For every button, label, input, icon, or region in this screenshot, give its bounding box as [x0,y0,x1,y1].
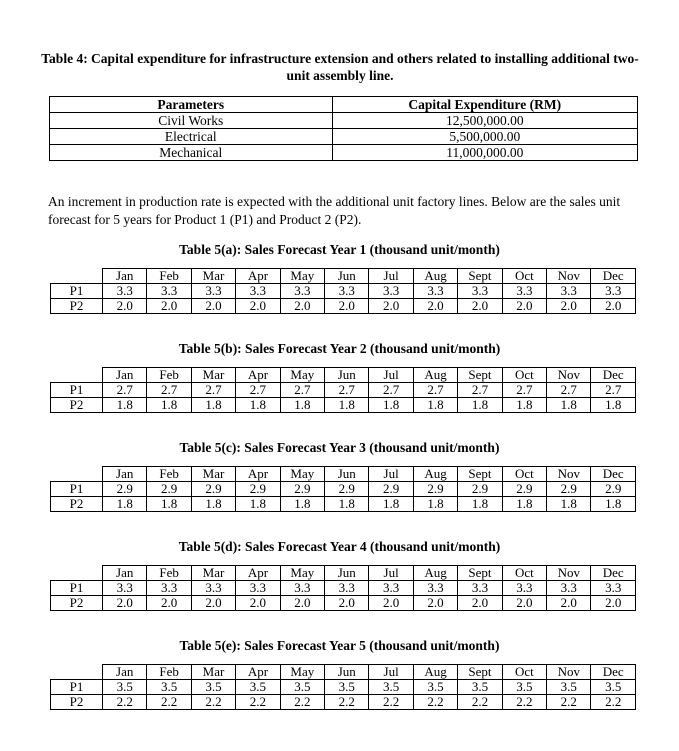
month-header-cell: Oct [502,269,546,284]
forecast-value-cell: 2.7 [369,383,413,398]
month-header-cell: Jun [325,467,369,482]
month-header-cell: Jul [369,269,413,284]
capex-value-cell: 11,000,000.00 [332,145,637,161]
capex-header-expenditure: Capital Expenditure (RM) [332,97,637,113]
month-header-cell: Nov [547,665,591,680]
forecast-table [50,664,636,710]
forecast-value-cell: 2.0 [191,299,235,314]
forecast-value-cell: 3.5 [191,680,235,695]
month-header-cell: May [280,467,324,482]
forecast-value-cell: 2.0 [147,299,191,314]
forecast-value-cell: 3.3 [191,581,235,596]
forecast-value-cell: 2.7 [325,383,369,398]
product-label-cell: P1 [51,482,103,497]
forecast-value-cell: 2.0 [591,596,636,611]
forecast-value-cell: 3.3 [147,581,191,596]
month-header-cell: Jun [325,665,369,680]
forecast-value-cell: 2.2 [147,695,191,710]
forecast-value-cell: 2.7 [191,383,235,398]
forecast-value-cell: 2.0 [325,596,369,611]
forecast-value-cell: 2.0 [369,596,413,611]
month-header-cell: Feb [147,665,191,680]
forecast-caption: Table 5(b): Sales Forecast Year 2 (thousand unit/month) [178,341,501,356]
forecast-value-cell: 3.3 [280,581,324,596]
forecast-value-cell: 2.2 [591,695,636,710]
month-header-cell: Mar [191,566,235,581]
month-header-cell: Sept [458,665,502,680]
month-header-cell: Nov [547,566,591,581]
forecast-value-cell: 2.7 [103,383,147,398]
forecast-value-cell: 1.8 [591,497,636,512]
forecast-value-cell: 3.3 [547,581,591,596]
forecast-caption: Table 5(d): Sales Forecast Year 4 (thousand unit/month) [178,539,501,554]
forecast-value-cell: 2.7 [147,383,191,398]
month-header-cell: Jul [369,368,413,383]
month-header-cell: Aug [413,467,457,482]
forecast-value-cell: 3.5 [236,680,280,695]
forecast-value-cell: 2.0 [413,299,457,314]
forecast-value-cell: 2.9 [236,482,280,497]
forecast-value-cell: 2.0 [280,299,324,314]
capex-row [50,145,638,161]
forecast-value-cell: 3.3 [502,284,546,299]
product-label-cell: P1 [51,284,103,299]
forecast-value-cell: 2.2 [325,695,369,710]
month-header-cell: May [280,269,324,284]
forecast-value-cell: 2.2 [547,695,591,710]
month-header-cell: Dec [591,467,636,482]
forecast-value-cell: 2.0 [103,299,147,314]
forecast-value-cell: 2.0 [547,596,591,611]
forecast-row [51,383,636,398]
month-header-cell: Jul [369,467,413,482]
forecast-header-row [51,269,636,284]
forecast-value-cell: 2.0 [413,596,457,611]
forecast-value-cell: 3.3 [191,284,235,299]
month-header-cell: Dec [591,665,636,680]
forecast-value-cell: 3.3 [369,581,413,596]
month-header-cell: Jan [103,665,147,680]
month-header-cell: Aug [413,566,457,581]
forecast-value-cell: 2.2 [413,695,457,710]
product-label-cell: P2 [51,299,103,314]
forecast-value-cell: 2.0 [280,596,324,611]
forecast-value-cell: 3.3 [413,284,457,299]
forecast-value-cell: 3.5 [458,680,502,695]
product-label-cell: P1 [51,383,103,398]
forecast-value-cell: 2.2 [280,695,324,710]
forecast-value-cell: 3.3 [547,284,591,299]
month-header-cell: Apr [236,665,280,680]
forecast-value-cell: 3.5 [547,680,591,695]
forecast-value-cell: 3.5 [280,680,324,695]
forecast-row [51,497,636,512]
forecast-value-cell: 3.5 [413,680,457,695]
forecast-value-cell: 2.0 [591,299,636,314]
month-header-cell: Sept [458,566,502,581]
month-header-cell: Mar [191,467,235,482]
forecast-value-cell: 2.2 [369,695,413,710]
forecast-value-cell: 3.3 [369,284,413,299]
forecast-value-cell: 2.9 [325,482,369,497]
month-header-cell: Apr [236,368,280,383]
forecast-value-cell: 3.5 [103,680,147,695]
capex-header-parameters: Parameters [50,97,333,113]
forecast-value-cell: 1.8 [591,398,636,413]
month-header-cell: Jan [103,368,147,383]
forecast-value-cell: 3.3 [502,581,546,596]
capex-value-cell: 12,500,000.00 [332,113,637,129]
forecast-corner-cell [51,665,103,680]
product-label-cell: P1 [51,581,103,596]
month-header-cell: Jul [369,665,413,680]
capex-table [49,96,638,161]
month-header-cell: Sept [458,269,502,284]
month-header-cell: Jul [369,566,413,581]
forecast-caption: Table 5(e): Sales Forecast Year 5 (thousand unit/month) [179,638,500,653]
forecast-value-cell: 3.5 [502,680,546,695]
product-label-cell: P2 [51,596,103,611]
forecast-value-cell: 2.9 [147,482,191,497]
product-label-cell: P2 [51,497,103,512]
forecast-value-cell: 3.5 [591,680,636,695]
forecast-header-row [51,368,636,383]
forecast-value-cell: 1.8 [147,497,191,512]
forecast-value-cell: 2.0 [236,299,280,314]
forecast-value-cell: 2.9 [191,482,235,497]
forecast-value-cell: 2.0 [458,596,502,611]
forecast-value-cell: 1.8 [280,398,324,413]
month-header-cell: Apr [236,269,280,284]
forecast-value-cell: 1.8 [191,497,235,512]
month-header-cell: Mar [191,269,235,284]
month-header-cell: Aug [413,368,457,383]
forecast-value-cell: 2.9 [369,482,413,497]
month-header-cell: Dec [591,566,636,581]
forecast-value-cell: 2.0 [103,596,147,611]
month-header-cell: Jun [325,368,369,383]
forecast-value-cell: 1.8 [147,398,191,413]
forecast-value-cell: 2.2 [236,695,280,710]
forecast-row [51,398,636,413]
month-header-cell: Sept [458,368,502,383]
month-header-cell: Nov [547,467,591,482]
forecast-corner-cell [51,467,103,482]
forecast-value-cell: 1.8 [413,497,457,512]
forecast-value-cell: 1.8 [547,398,591,413]
forecast-value-cell: 1.8 [191,398,235,413]
forecast-row [51,581,636,596]
intro-paragraph: An increment in production rate is expected with the additional unit factory lines. Below are the sales unit forecast for 5 years for Product 1 (P1) and Product 2 (P2). [48,194,621,227]
month-header-cell: Oct [502,368,546,383]
month-header-cell: Feb [147,467,191,482]
capex-param-cell: Mechanical [50,145,333,161]
month-header-cell: Jan [103,269,147,284]
forecast-value-cell: 3.3 [325,284,369,299]
product-label-cell: P2 [51,398,103,413]
month-header-cell: Nov [547,368,591,383]
month-header-cell: Jun [325,566,369,581]
forecast-value-cell: 1.8 [103,497,147,512]
month-header-cell: Apr [236,467,280,482]
forecast-value-cell: 2.7 [547,383,591,398]
month-header-cell: Apr [236,566,280,581]
forecast-corner-cell [51,368,103,383]
month-header-cell: Oct [502,467,546,482]
forecast-value-cell: 3.3 [591,581,636,596]
capex-param-cell: Civil Works [50,113,333,129]
forecast-value-cell: 2.9 [591,482,636,497]
forecast-value-cell: 3.3 [591,284,636,299]
month-header-cell: Jan [103,467,147,482]
forecast-value-cell: 2.9 [413,482,457,497]
forecast-value-cell: 2.2 [103,695,147,710]
forecast-row [51,299,636,314]
forecast-value-cell: 1.8 [325,497,369,512]
forecast-value-cell: 3.3 [236,284,280,299]
forecast-row [51,680,636,695]
forecast-value-cell: 2.9 [280,482,324,497]
forecast-row [51,596,636,611]
forecast-value-cell: 3.3 [103,284,147,299]
forecast-value-cell: 2.2 [502,695,546,710]
forecast-value-cell: 1.8 [502,497,546,512]
forecast-value-cell: 2.7 [502,383,546,398]
forecast-corner-cell [51,566,103,581]
month-header-cell: Feb [147,566,191,581]
forecast-value-cell: 2.7 [280,383,324,398]
forecast-row [51,695,636,710]
forecast-value-cell: 3.3 [458,581,502,596]
forecast-table [50,466,636,512]
forecast-value-cell: 2.9 [547,482,591,497]
forecast-table [50,367,636,413]
capex-row [50,113,638,129]
product-label-cell: P1 [51,680,103,695]
month-header-cell: Aug [413,665,457,680]
forecast-value-cell: 1.8 [547,497,591,512]
month-header-cell: Sept [458,467,502,482]
forecast-value-cell: 2.0 [547,299,591,314]
forecast-value-cell: 3.3 [236,581,280,596]
month-header-cell: May [280,368,324,383]
forecast-value-cell: 3.3 [458,284,502,299]
month-header-cell: Mar [191,368,235,383]
forecast-value-cell: 1.8 [458,398,502,413]
forecast-row [51,482,636,497]
forecast-value-cell: 2.9 [458,482,502,497]
forecast-value-cell: 2.0 [502,299,546,314]
month-header-cell: Jan [103,566,147,581]
forecast-value-cell: 3.3 [280,284,324,299]
forecast-value-cell: 1.8 [458,497,502,512]
capex-value-cell: 5,500,000.00 [332,129,637,145]
forecast-value-cell: 1.8 [369,398,413,413]
forecast-value-cell: 3.3 [103,581,147,596]
forecast-value-cell: 1.8 [413,398,457,413]
month-header-cell: Dec [591,368,636,383]
forecast-value-cell: 2.0 [458,299,502,314]
forecast-value-cell: 1.8 [325,398,369,413]
table4-title: Table 4: Capital expenditure for infrastructure extension and others related to installing additional two-unit assembly line. [41,51,639,83]
forecast-value-cell: 2.7 [413,383,457,398]
month-header-cell: Dec [591,269,636,284]
month-header-cell: Mar [191,665,235,680]
forecast-value-cell: 1.8 [236,398,280,413]
forecast-value-cell: 1.8 [369,497,413,512]
forecast-header-row [51,566,636,581]
month-header-cell: Jun [325,269,369,284]
forecast-value-cell: 2.0 [325,299,369,314]
forecast-value-cell: 2.7 [236,383,280,398]
forecast-value-cell: 3.3 [325,581,369,596]
capex-row [50,129,638,145]
month-header-cell: Feb [147,269,191,284]
forecast-caption: Table 5(c): Sales Forecast Year 3 (thousand unit/month) [179,440,500,455]
capex-param-cell: Electrical [50,129,333,145]
forecast-value-cell: 2.0 [147,596,191,611]
forecast-value-cell: 2.9 [103,482,147,497]
forecast-value-cell: 3.3 [413,581,457,596]
forecast-value-cell: 2.0 [191,596,235,611]
forecast-value-cell: 2.7 [458,383,502,398]
forecast-table [50,565,636,611]
forecast-value-cell: 1.8 [236,497,280,512]
forecast-value-cell: 1.8 [103,398,147,413]
product-label-cell: P2 [51,695,103,710]
capex-header-row [50,97,638,113]
month-header-cell: Aug [413,269,457,284]
forecast-caption: Table 5(a): Sales Forecast Year 1 (thousand unit/month) [179,242,500,257]
month-header-cell: Nov [547,269,591,284]
month-header-cell: May [280,566,324,581]
forecast-header-row [51,665,636,680]
forecast-value-cell: 2.0 [236,596,280,611]
forecast-value-cell: 3.3 [147,284,191,299]
month-header-cell: May [280,665,324,680]
month-header-cell: Feb [147,368,191,383]
forecast-value-cell: 2.9 [502,482,546,497]
month-header-cell: Oct [502,566,546,581]
forecast-value-cell: 3.5 [147,680,191,695]
forecast-value-cell: 3.5 [369,680,413,695]
forecast-value-cell: 2.0 [369,299,413,314]
forecast-value-cell: 1.8 [502,398,546,413]
forecast-value-cell: 1.8 [280,497,324,512]
forecast-corner-cell [51,269,103,284]
forecast-value-cell: 2.2 [458,695,502,710]
forecast-value-cell: 2.0 [502,596,546,611]
month-header-cell: Oct [502,665,546,680]
forecast-row [51,284,636,299]
forecast-table [50,268,636,314]
forecast-header-row [51,467,636,482]
forecast-value-cell: 2.7 [591,383,636,398]
forecast-value-cell: 3.5 [325,680,369,695]
forecast-value-cell: 2.2 [191,695,235,710]
